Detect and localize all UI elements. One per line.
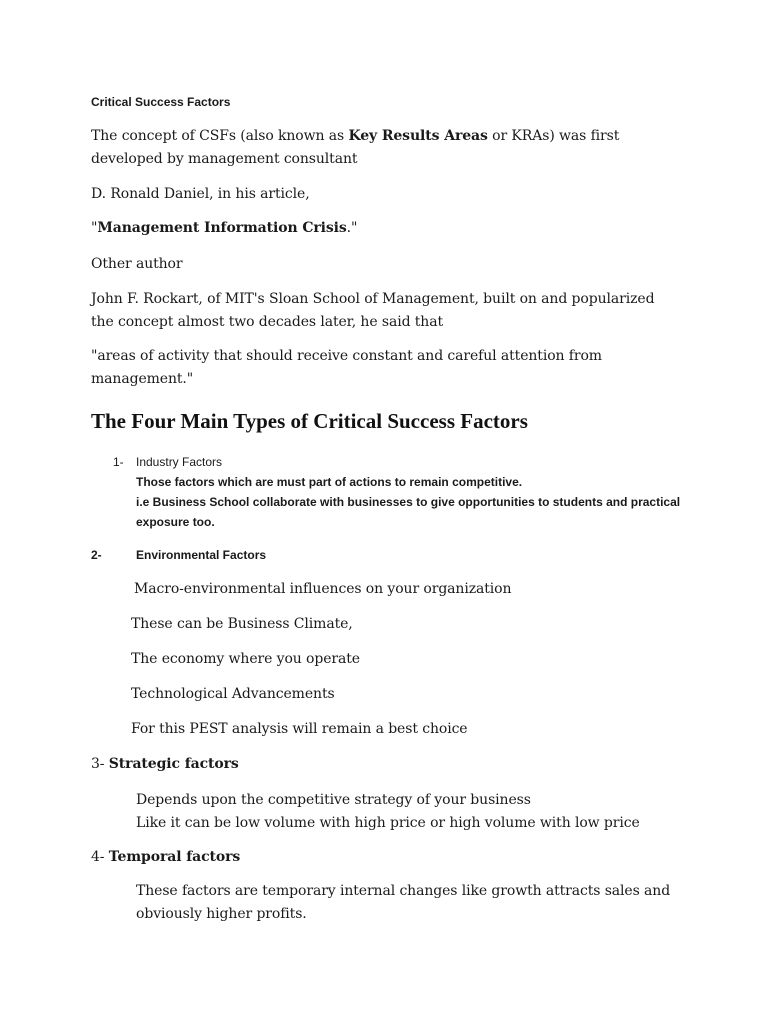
intro-text: John F. Rockart, of MIT's Sloan School of Management, built on and popularized <box>91 291 655 307</box>
section-3-title: Strategic factors <box>108 756 239 772</box>
section-1-body <box>136 452 680 532</box>
section-1-line: i.e Business School collaborate with businesses to give opportunities to students and practical <box>136 495 681 509</box>
section-3-line: Like it can be low volume with high price or high volume with low price <box>136 815 640 831</box>
section-2-line: The economy where you operate <box>131 651 360 667</box>
section-3-heading <box>91 753 239 776</box>
section-3-number: 3- <box>91 756 109 772</box>
section-4-number: 4- <box>91 849 109 865</box>
intro-text: the concept almost two decades later, he said that <box>91 314 444 330</box>
intro-paragraph-3 <box>91 217 357 240</box>
section-3-line: Depends upon the competitive strategy of your business <box>136 792 531 808</box>
intro-paragraph-4: Other author <box>91 256 183 272</box>
section-2-line: Technological Advancements <box>131 686 335 702</box>
section-1-number: 1- <box>113 455 124 469</box>
doc-small-heading: Critical Success Factors <box>91 95 231 109</box>
intro-paragraph-1 <box>91 125 619 171</box>
section-4-title: Temporal factors <box>108 849 241 865</box>
section-1-title: Industry Factors <box>136 455 223 469</box>
section-3-body <box>136 789 640 835</box>
section-4-heading <box>91 846 240 869</box>
quote-text: management." <box>91 371 194 387</box>
section-1-line: exposure too. <box>136 515 215 529</box>
article-title: Management Information Crisis <box>97 220 347 236</box>
section-2-number: 2- <box>91 548 102 562</box>
section-4-body <box>136 880 670 926</box>
section-2-line: Macro-environmental influences on your organization <box>134 581 512 597</box>
section-2-title: Environmental Factors <box>136 548 267 562</box>
intro-text: The concept of CSFs (also known as <box>91 128 349 144</box>
section-4-line: obviously higher profits. <box>136 906 307 922</box>
intro-text: or KRAs) was first <box>487 128 620 144</box>
quote-mark: " <box>91 220 98 236</box>
section-2-line: These can be Business Climate, <box>131 616 353 632</box>
section-2-line: For this PEST analysis will remain a best choice <box>131 721 468 737</box>
intro-paragraph-6 <box>91 345 602 391</box>
section-1-line: Those factors which are must part of actions to remain competitive. <box>136 475 523 489</box>
intro-paragraph-5 <box>91 288 654 334</box>
key-results-areas-term: Key Results Areas <box>348 128 488 144</box>
intro-text: developed by management consultant <box>91 151 358 167</box>
main-heading: The Four Main Types of Critical Success Factors <box>91 409 528 433</box>
intro-paragraph-2: D. Ronald Daniel, in his article, <box>91 186 310 202</box>
quote-mark: ." <box>346 220 358 236</box>
section-4-line: These factors are temporary internal changes like growth attracts sales and <box>136 883 671 899</box>
quote-text: "areas of activity that should receive constant and careful attention from <box>91 348 602 364</box>
